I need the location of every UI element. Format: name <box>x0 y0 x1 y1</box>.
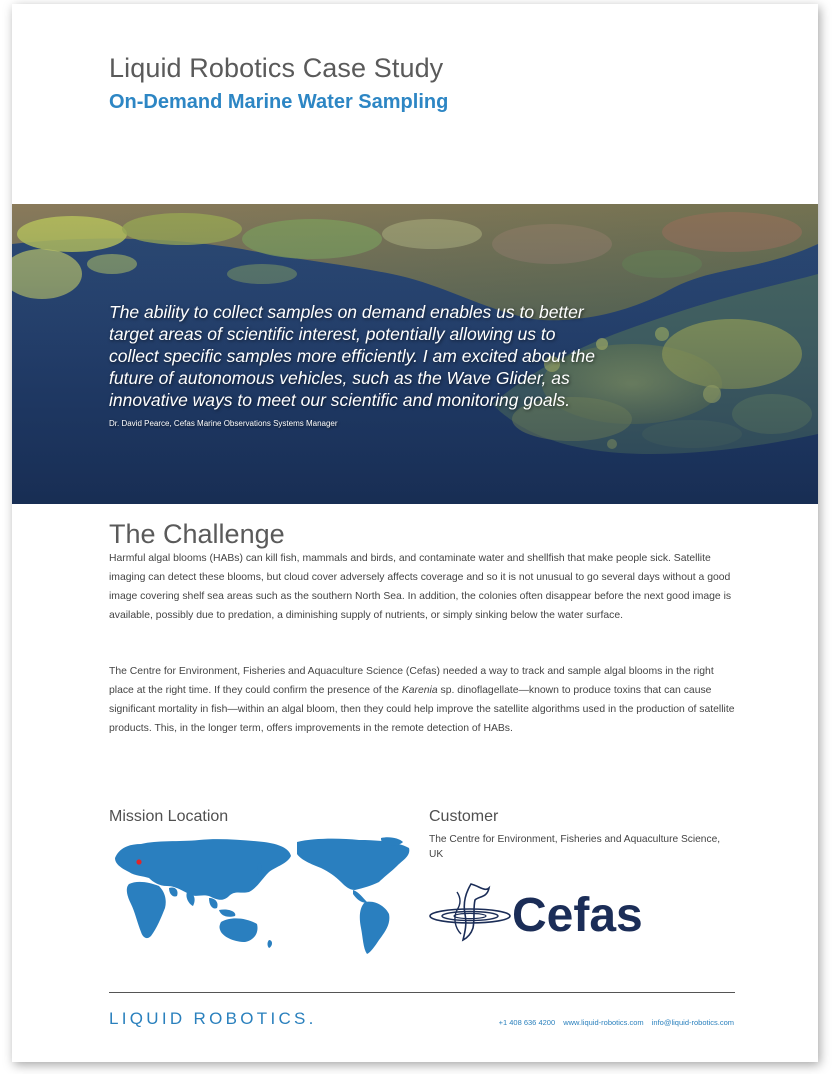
challenge-paragraph-2 <box>109 662 739 738</box>
hero-image <box>12 204 818 504</box>
page-title: Liquid Robotics Case Study <box>109 53 444 83</box>
footer-divider <box>109 992 735 993</box>
challenge-heading: The Challenge <box>109 519 285 549</box>
footer-email-link[interactable]: info@liquid-robotics.com <box>651 1018 734 1027</box>
species-name: Karenia <box>401 685 438 696</box>
quote-attribution: Dr. David Pearce, Cefas Marine Observations Systems Manager <box>109 419 338 428</box>
footer-contact <box>493 1018 734 1027</box>
document-page <box>12 4 818 1062</box>
footer-website-link[interactable]: www.liquid-robotics.com <box>563 1018 644 1027</box>
paragraph-2-text-a: The Centre for Environment, Fisheries and Aquaculture Science (Cefas) needed a way to track and sample algal blooms in the right place at the right time. If they could confirm the presence of the <box>109 666 714 696</box>
cefas-emblem-icon <box>427 878 513 944</box>
mission-location-marker <box>136 859 141 864</box>
map-land <box>115 837 409 954</box>
world-map <box>109 836 414 956</box>
customer-name: The Centre for Environment, Fisheries and Aquaculture Science, UK <box>429 834 721 860</box>
paragraph-2-text-b: sp. dinoflagellate—known to produce toxins that can cause significant mortality in fish—within an algal bloom, then they could help improve the satellite algorithms used in the production of satellite products. This, in the longer term, offers improvements in the remote detection of HABs. <box>109 685 735 734</box>
page-subtitle: On-Demand Marine Water Sampling <box>109 91 449 113</box>
footer-phone: +1 408 636 4200 <box>498 1018 556 1027</box>
liquid-robotics-logo: LIQUID ROBOTICS. <box>109 1009 317 1028</box>
challenge-paragraph-1: Harmful algal blooms (HABs) can kill fish, mammals and birds, and contaminate water and shellfish that make people sick. Satellite imaging can detect these blooms, but cloud cover adversely affects coverage and so it is not unusual to go several days without a good image covering shelf sea areas such as the southern North Sea. In addition, the colonies often disappear before the next good image is available, possibly due to predation, a diminishing supply of nutrients, or simply sinking below the water surface. <box>109 553 732 621</box>
mission-location-heading: Mission Location <box>109 808 229 825</box>
cefas-logo-text: Cefas <box>512 889 643 942</box>
customer-heading: Customer <box>429 808 499 825</box>
hero-quote: The ability to collect samples on demand enables us to better target areas of scientific interest, potentially allowing us to collect specific samples more efficiently. I am excited about the future of autonomous vehicles, such as the Wave Glider, as innovative ways to meet our scientific and monitoring goals. <box>109 302 596 410</box>
